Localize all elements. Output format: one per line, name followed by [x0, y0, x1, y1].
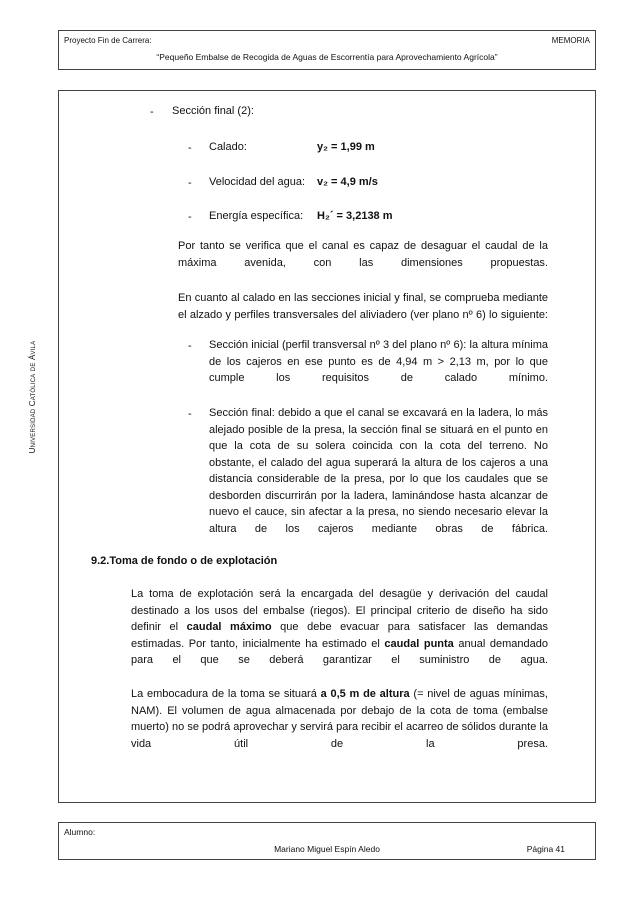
page-header [58, 30, 596, 70]
footer-page-number: Página 41 [526, 844, 565, 854]
page-footer [58, 822, 596, 860]
caudal-punta-emphasis: caudal punta [384, 637, 454, 650]
list-dash: - [188, 340, 192, 352]
paragraph-conclusion: Por tanto se verifica que el canal es capaz de desaguar el caudal de la máxima avenida, con las dimensiones propuestas. [178, 240, 548, 269]
header-project-label: Proyecto Fin de Carrera: [64, 36, 152, 45]
list-dash: - [188, 408, 192, 420]
section-final-title: Sección final (2): [172, 105, 254, 117]
list-dash: - [188, 211, 192, 223]
calado-label: Calado: [209, 141, 247, 153]
velocidad-value: v₂ = 4,9 m/s [317, 176, 378, 188]
altura-emphasis: a 0,5 m de altura [320, 688, 410, 700]
caudal-maximo-emphasis: caudal máximo [186, 621, 272, 633]
header-section-label: MEMORIA [551, 36, 590, 45]
header-divider [58, 69, 596, 70]
paragraph-calado-check: En cuanto al calado en las secciones inicial y final, se comprueba mediante el alzado y perfiles transversales del aliviadero (ver plano nº 6) lo siguiente: [178, 292, 548, 321]
footer-alumno-label: Alumno: [64, 827, 96, 837]
bullet-seccion-inicial: Sección inicial (perfil transversal nº 3 del plano nº 6): la altura mínima de los cajeros en ese punto es de 4,94 m > 2,13 m, por lo que cumple los requisitos de calado mínimo. [209, 339, 548, 384]
calado-value: y₂ = 1,99 m [317, 141, 375, 153]
footer-author-name: Mariano Miguel Espín Aledo [274, 844, 380, 854]
list-dash: - [150, 106, 154, 118]
energia-label: Energía específica: [209, 210, 304, 222]
list-dash: - [188, 142, 192, 154]
side-university-label: Universidad Católica de Ávila [28, 340, 37, 454]
section-heading: 9.2.Toma de fondo o de explotación [91, 555, 278, 567]
paragraph-toma-explotacion: La toma de explotación será la encargada del desagüe y derivación del caudal destinado a los usos del embalse (riegos). El principal criterio de diseño ha sido definir el caudal máximo que debe evacuar para satisfacer las demandas estimadas. Por tanto, inicialmente ha estimado el caudal punta anual demandado para el que se deberá garantizar el suministro de agua. [131, 588, 548, 666]
energia-value: H₂´ = 3,2138 m [317, 210, 393, 222]
velocidad-label: Velocidad del agua: [209, 176, 306, 188]
bullet-seccion-final: Sección final: debido a que el canal se excavará en la ladera, lo más alejado posible de la presa, la sección final se situará en el punto en que la cota de su solera coincida con la cota del terreno. No obstante, el calado del agua superará la altura de los cajeros a una distancia considerable de la presa, por lo que los caudales que se desborden discurrirán por la ladera, laminándose hasta alcanzar de nuevo el cauce, sin afectar a la presa, no siendo necesario elevar la altura de los cajeros mediante obras de fábrica. [209, 407, 548, 535]
list-dash: - [188, 177, 192, 189]
paragraph-embocadura: La embocadura de la toma se situará a 0,5 m de altura (= nivel de aguas mínimas, NAM). El volumen de agua almacenada por debajo de la cota de toma (embalse muerto) no se podrá aprovechar y servirá para recibir el acarreo de sólidos durante la vida útil de la presa. [131, 688, 548, 750]
header-title: “Pequeño Embalse de Recogida de Aguas de Escorrentía para Aprovechamiento Agrícola” [156, 52, 498, 62]
